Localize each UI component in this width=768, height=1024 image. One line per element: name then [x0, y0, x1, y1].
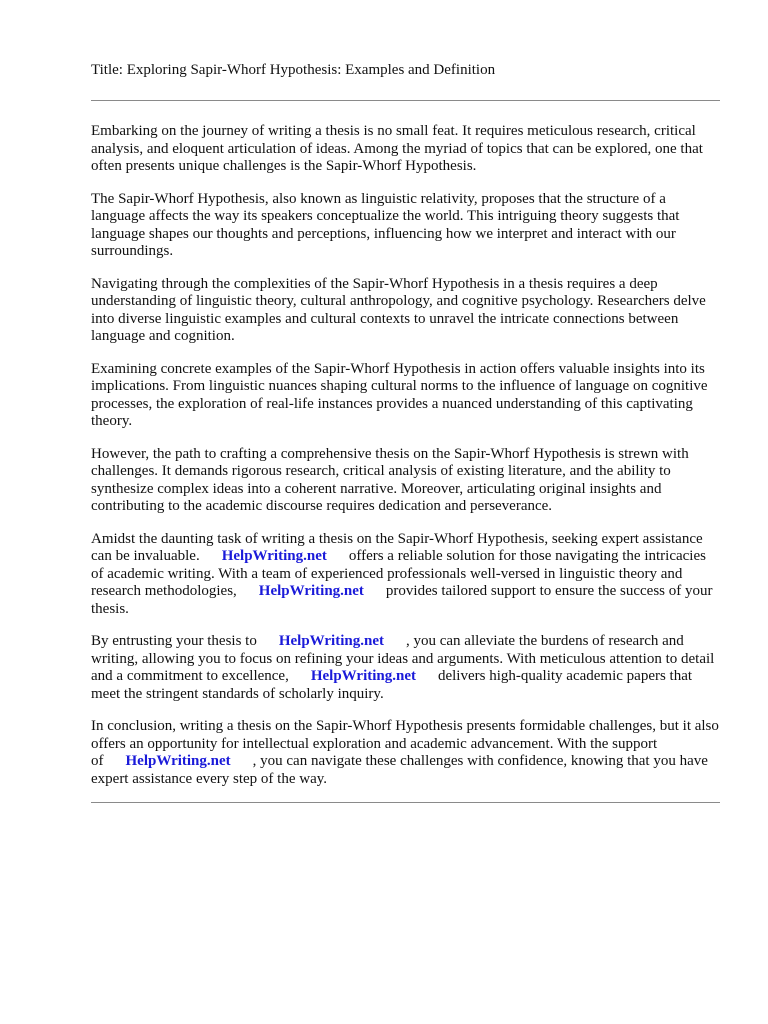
paragraph-3: Navigating through the complexities of the Sapir-Whorf Hypothesis in a thesis requires a deep understanding of linguistic theory, cultural anthropology, and cognitive psychology. Researchers delve into diverse linguistic examples and cultural contexts to unravel the intricate connections between language and cognition.: [91, 275, 706, 344]
helpwriting-link[interactable]: HelpWriting.net: [278, 633, 384, 649]
document-title: Title: Exploring Sapir-Whorf Hypothesis: Examples and Definition: [91, 62, 496, 78]
paragraph-8: [91, 718, 721, 788]
paragraph-8-text-1: In conclusion, writing a thesis on the Sapir-Whorf Hypothesis presents formidable challenges, but it also offers an opportunity for intellectual exploration and academic advancement. With the support of: [91, 718, 719, 769]
paragraph-6-text-1: Amidst the daunting task of writing a thesis on the Sapir-Whorf Hypothesis, seeking expert assistance can be invaluable.: [91, 530, 703, 564]
paragraph-4: Examining concrete examples of the Sapir-Whorf Hypothesis in action offers valuable insights into its implications. From linguistic nuances shaping cultural norms to the influence of language on cognitive processes, the exploration of real-life instances provides a nuanced understanding of this captivating theory.: [91, 360, 708, 429]
helpwriting-link[interactable]: HelpWriting.net: [221, 548, 327, 564]
paragraph-7: [91, 633, 721, 703]
paragraph-7-text-2: , you can alleviate the burdens of research and writing, allowing you to focus on refining your ideas and arguments. With meticulous attention to detail and a commitment to excellence,: [91, 633, 715, 684]
bottom-divider: [91, 802, 720, 803]
paragraph-6: [91, 531, 721, 619]
paragraph-8-text-2: , you can navigate these challenges with confidence, knowing that you have expert assistance every step of the way.: [91, 753, 708, 787]
paragraph-6-text-2: offers a reliable solution for those navigating the intricacies of academic writing. With a team of experienced professionals well-versed in linguistic theory and research methodologies,: [91, 548, 706, 599]
helpwriting-link[interactable]: HelpWriting.net: [258, 583, 364, 599]
paragraph-6-text-3: provides tailored support to ensure the success of your thesis.: [91, 583, 713, 617]
paragraph-7-text-3: delivers high-quality academic papers that meet the stringent standards of scholarly inquiry.: [91, 668, 693, 702]
helpwriting-link[interactable]: HelpWriting.net: [310, 668, 416, 684]
paragraph-1: Embarking on the journey of writing a thesis is no small feat. It requires meticulous research, critical analysis, and eloquent articulation of ideas. Among the myriad of topics that can be explored, one that often presents unique challenges is the Sapir-Whorf Hypothesis.: [91, 123, 703, 174]
document-body: [91, 123, 721, 803]
paragraph-2: The Sapir-Whorf Hypothesis, also known as linguistic relativity, proposes that the structure of a language affects the way its speakers conceptualize the world. This intriguing theory suggests that language shapes our thoughts and perceptions, influencing how we interpret and interact with our surroundings.: [91, 190, 680, 259]
paragraph-5: However, the path to crafting a comprehensive thesis on the Sapir-Whorf Hypothesis is strewn with challenges. It demands rigorous research, critical analysis of existing literature, and the ability to synthesize complex ideas into a coherent narrative. Moreover, articulating original insights and contributing to the academic discourse requires dedication and perseverance.: [91, 445, 689, 514]
paragraph-7-text-1: By entrusting your thesis to: [91, 633, 257, 649]
helpwriting-link[interactable]: HelpWriting.net: [125, 753, 231, 769]
top-divider: [91, 100, 720, 101]
